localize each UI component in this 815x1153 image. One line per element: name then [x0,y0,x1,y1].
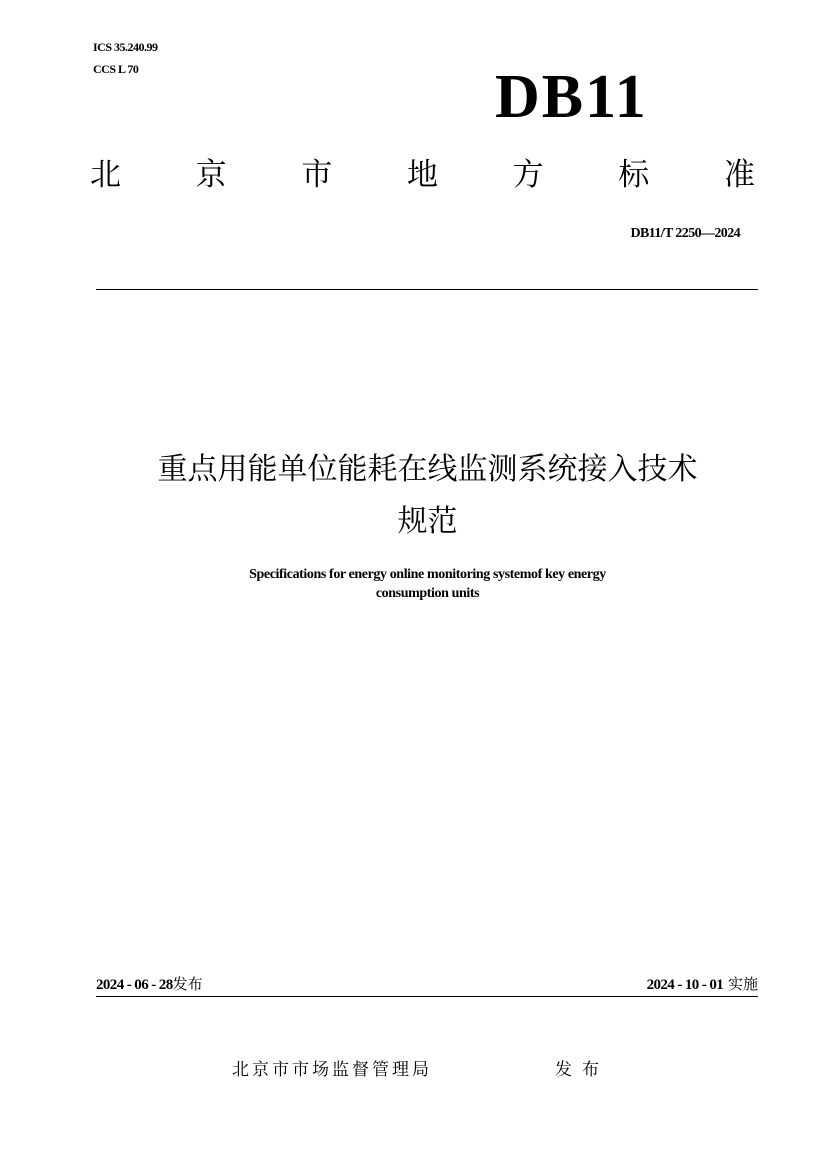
standard-type-char: 准 [723,157,755,193]
standard-number: DB11/T 2250—2024 [630,226,740,241]
standard-type-char: 标 [618,157,650,193]
standard-code-logo: DB11 [495,63,648,131]
ccs-code: CCS L 70 [93,62,139,76]
footer-divider [96,996,758,997]
chinese-title-line-2: 规范 [397,504,458,539]
chinese-title-line-1: 重点用能单位能耗在线监测系统接入技术 [157,452,698,487]
implement-date: 2024 - 10 - 01 [646,977,724,993]
chinese-title [95,444,760,548]
standard-type-heading [90,157,755,193]
publisher-action: 发布 [555,1060,609,1080]
english-title-line-2: consumption units [375,586,480,601]
release-label: 发布 [172,975,203,993]
standard-type-char: 方 [512,157,544,193]
ics-code: ICS 35.240.99 [93,40,158,54]
implement-date-block [647,975,758,994]
standard-type-char: 北 [90,157,121,193]
release-date-block [96,975,203,994]
english-title [100,565,755,603]
standard-type-char: 市 [301,157,333,193]
header-divider [96,289,758,290]
implement-label: 实施 [727,975,758,993]
english-title-line-1: Specifications for energy online monitoring systemof key energy [249,567,606,582]
publisher-name: 北京市市场监督管理局 [232,1060,432,1080]
standard-type-char: 地 [406,157,438,193]
standard-type-char: 京 [195,157,227,193]
release-date: 2024 - 06 - 28 [96,977,173,993]
